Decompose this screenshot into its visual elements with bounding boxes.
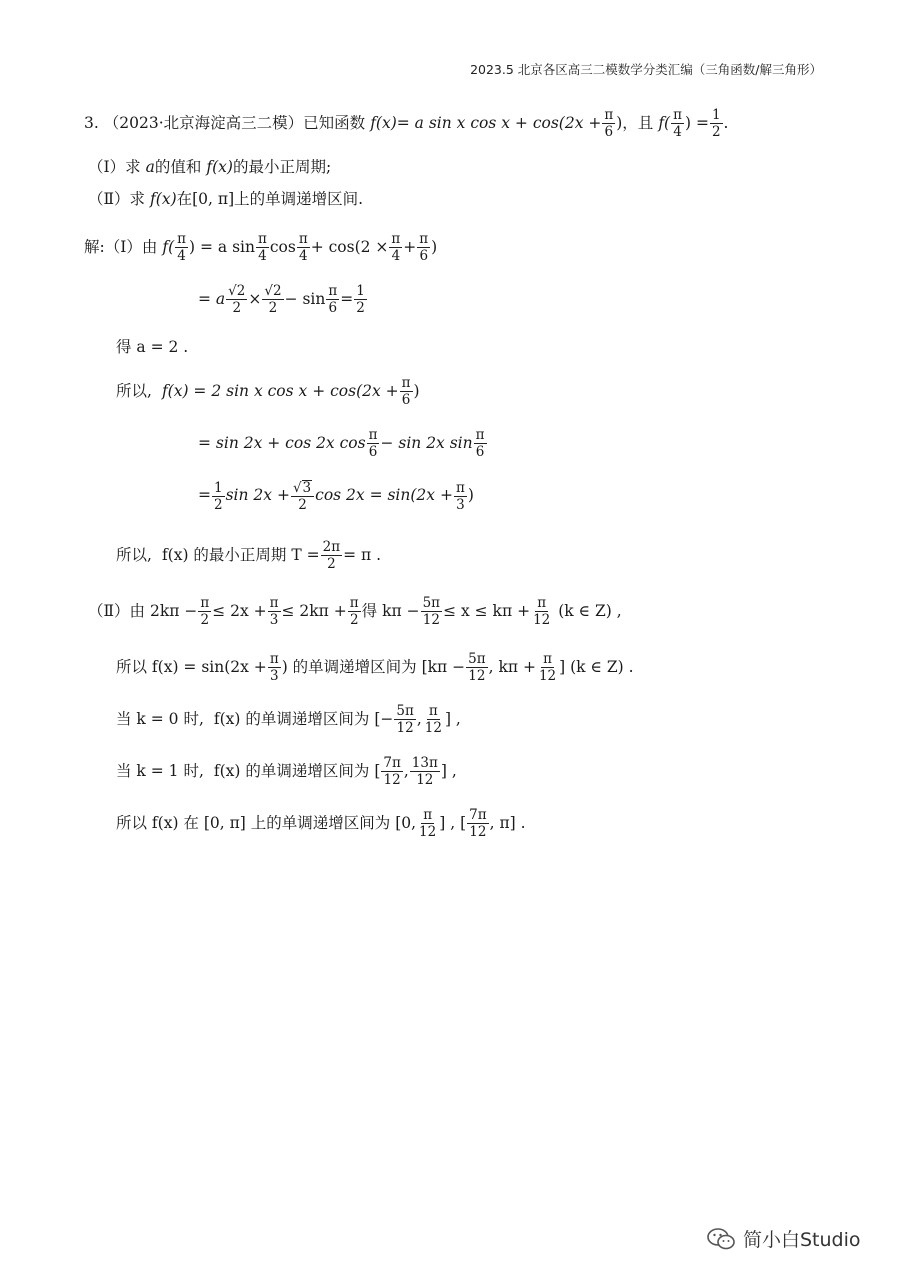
text-segment: ) xyxy=(467,486,474,505)
numerator: π xyxy=(200,595,210,611)
solution-line-8 xyxy=(88,596,622,627)
fraction xyxy=(348,596,361,627)
numerator: 7π xyxy=(469,807,487,823)
numerator: π xyxy=(368,427,378,443)
fraction xyxy=(198,596,211,627)
fraction xyxy=(226,284,247,315)
text-segment: , kπ + xyxy=(488,657,536,676)
solution-line-7 xyxy=(116,540,381,571)
numerator: π xyxy=(673,107,682,123)
fraction xyxy=(381,756,402,787)
denominator: 12 xyxy=(469,824,487,841)
numerator xyxy=(291,480,314,497)
fraction xyxy=(297,232,310,263)
text-segment: 得 a = 2 . xyxy=(116,338,189,356)
solution-line-4 xyxy=(116,376,420,407)
denominator: 3 xyxy=(456,496,465,513)
text-segment: ] (k ∈ Z) . xyxy=(559,657,634,676)
sqrt-sign: √ xyxy=(292,480,302,496)
solution-line-10 xyxy=(116,704,461,735)
fraction xyxy=(262,284,283,315)
text-segment: + xyxy=(403,237,417,256)
text-segment: f( xyxy=(162,237,175,256)
solution-line-6 xyxy=(198,480,474,512)
denominator: 2 xyxy=(268,300,278,317)
solution-line-11 xyxy=(116,756,457,787)
denominator: 6 xyxy=(475,444,485,461)
numerator: π xyxy=(269,651,279,667)
numerator: 5π xyxy=(468,651,486,667)
text-segment: f(x) 的单调递增区间为 [− xyxy=(213,709,394,728)
denominator: 3 xyxy=(269,612,279,629)
solution-line-9 xyxy=(116,652,634,683)
fraction xyxy=(537,652,558,683)
fraction xyxy=(400,376,413,407)
text-segment: ≤ x ≤ kπ + xyxy=(443,601,531,620)
text-segment: , π] . xyxy=(489,813,526,832)
text-segment: 的值和 xyxy=(154,158,202,176)
fraction xyxy=(417,232,430,263)
denominator: 2 xyxy=(711,124,721,141)
text-segment: , xyxy=(416,709,422,728)
denominator: 2 xyxy=(232,300,242,317)
numerator: π xyxy=(349,595,359,611)
denominator: 12 xyxy=(468,668,486,685)
text-segment: 且 xyxy=(637,113,654,132)
text-segment: , xyxy=(403,761,409,780)
text-segment: 当 k = 0 时, xyxy=(116,709,204,728)
text-segment: ) = xyxy=(684,113,709,132)
numerator: π xyxy=(269,595,279,611)
denominator: 12 xyxy=(424,720,442,737)
function-name: f(x) xyxy=(370,113,397,132)
text-segment: cos xyxy=(269,237,296,256)
function-def: = a sin x cos x + cos(2x + xyxy=(396,113,602,132)
text-segment: 所以, xyxy=(116,381,152,400)
fraction xyxy=(256,232,269,263)
numerator: π xyxy=(401,375,411,391)
denominator: 6 xyxy=(401,392,411,409)
fraction xyxy=(212,481,225,512)
watermark-text: 简小白Studio xyxy=(743,1229,861,1251)
text-segment: f(x) 的最小正周期 T = xyxy=(161,545,320,564)
numerator: π xyxy=(423,807,433,823)
numerator: 2π xyxy=(322,539,341,555)
question-part-2 xyxy=(88,192,363,208)
text-segment: 的最小正周期; xyxy=(232,158,332,176)
text-segment: 所以 f(x) = sin(2x + xyxy=(116,657,267,676)
numerator: π xyxy=(543,651,552,667)
numerator: 7π xyxy=(383,755,401,771)
numerator: π xyxy=(391,231,401,247)
page-header: 2023.5 北京各区高三二模数学分类汇编（三角函数/解三角形） xyxy=(470,62,822,77)
text-segment: − sin xyxy=(284,289,326,308)
text-segment: ) 的单调递增区间为 [kπ − xyxy=(281,657,466,676)
numerator: 1 xyxy=(214,479,223,496)
denominator: 3 xyxy=(269,668,279,685)
text-segment: = xyxy=(340,289,354,308)
denominator: 4 xyxy=(673,124,682,141)
numerator: π xyxy=(475,427,485,443)
denominator: 4 xyxy=(177,248,186,265)
fraction xyxy=(175,232,188,263)
denominator: 12 xyxy=(383,772,401,789)
fraction xyxy=(710,108,723,139)
fraction xyxy=(394,704,415,735)
denominator: 2 xyxy=(214,496,223,513)
fraction xyxy=(421,596,442,627)
numerator: π xyxy=(537,595,547,611)
numerator: √2 xyxy=(264,283,282,299)
numerator: 5π xyxy=(422,595,441,611)
text-segment: × xyxy=(248,289,262,308)
numerator: π xyxy=(177,231,187,247)
text-segment: ) = a sin xyxy=(189,237,255,256)
part-label: （Ⅱ）求 xyxy=(88,190,146,208)
fraction xyxy=(467,808,488,839)
denominator: 6 xyxy=(419,248,429,265)
solution-line-5 xyxy=(198,428,488,459)
text-segment: sin 2x + xyxy=(225,486,290,505)
denominator: 12 xyxy=(533,612,551,629)
fraction xyxy=(268,596,281,627)
text-segment: 得 kπ − xyxy=(361,601,420,620)
fraction xyxy=(466,652,487,683)
numerator: π xyxy=(328,283,338,299)
fraction xyxy=(367,428,380,459)
part-label: （Ⅰ）求 xyxy=(88,158,141,176)
denominator: 12 xyxy=(419,824,437,841)
radicand: 3 xyxy=(302,480,312,496)
fraction xyxy=(410,756,440,787)
problem-source: （2023·北京海淀高三二模） xyxy=(103,113,304,132)
denominator: 4 xyxy=(391,248,401,265)
text-segment: 当 k = 1 时, xyxy=(116,761,204,780)
denominator: 2 xyxy=(327,556,336,573)
text-segment: ) xyxy=(431,237,438,256)
denominator: 12 xyxy=(416,772,434,789)
numerator: π xyxy=(604,107,614,123)
text-segment: ) xyxy=(413,381,420,400)
fraction xyxy=(602,108,615,139)
numerator xyxy=(226,284,247,300)
numerator: π xyxy=(257,231,267,247)
text-segment: = a xyxy=(198,289,226,308)
solution-line-2 xyxy=(198,284,368,315)
text-segment: ] , xyxy=(440,761,457,780)
problem-number: 3. xyxy=(84,113,99,132)
denominator: 12 xyxy=(538,668,557,685)
text-segment: f( xyxy=(658,113,671,132)
numerator: π xyxy=(455,479,465,496)
fraction xyxy=(291,480,314,512)
solution-line-1 xyxy=(84,232,437,263)
fraction xyxy=(354,284,367,315)
text-segment: f(x) xyxy=(206,158,233,176)
text-segment: (k ∈ Z) , xyxy=(558,601,622,620)
denominator: 6 xyxy=(328,300,338,317)
text-segment: 所以 f(x) 在 [0, π] 上的单调递增区间为 [0, xyxy=(116,813,417,832)
sqrt xyxy=(228,284,245,298)
denominator: 6 xyxy=(604,124,614,141)
denominator: 2 xyxy=(298,497,307,514)
denominator: 12 xyxy=(422,612,440,629)
numerator: π xyxy=(428,703,438,719)
numerator: 1 xyxy=(711,107,721,123)
text-segment: + cos(2 × xyxy=(310,237,389,256)
question-part-1 xyxy=(88,160,331,176)
text-segment: = sin 2x + cos 2x cos xyxy=(198,433,366,452)
fraction xyxy=(531,596,552,627)
problem-statement xyxy=(84,108,728,139)
denominator: 2 xyxy=(356,300,365,317)
text-segment: − sin 2x sin xyxy=(380,433,473,452)
text-segment: . xyxy=(723,113,729,132)
fraction xyxy=(326,284,339,315)
denominator: 2 xyxy=(200,612,210,629)
solution-line-3 xyxy=(116,340,188,356)
numerator: 5π xyxy=(396,703,414,719)
fraction xyxy=(423,704,444,735)
text-segment: ≤ 2x + xyxy=(212,601,267,620)
denominator: 2 xyxy=(349,612,359,629)
denominator: 6 xyxy=(368,444,378,461)
text-segment: = π . xyxy=(343,545,382,564)
text-segment: )， xyxy=(616,113,638,132)
sqrt-value: √2 xyxy=(228,283,246,299)
problem-lead: 已知函数 xyxy=(303,113,366,132)
fraction xyxy=(321,540,342,571)
text-segment: f(x) = 2 sin x cos x + cos(2x + xyxy=(161,381,399,400)
text-segment: cos 2x = sin(2x + xyxy=(315,486,453,505)
fraction xyxy=(389,232,402,263)
watermark xyxy=(706,1225,861,1252)
fraction xyxy=(417,808,438,839)
numerator: π xyxy=(298,231,308,247)
text-segment: ] , [ xyxy=(439,813,467,832)
numerator: 13π xyxy=(411,755,438,771)
text-segment: a xyxy=(145,158,155,176)
solution-label: 解:（Ⅰ）由 xyxy=(84,237,158,256)
numerator: 1 xyxy=(356,283,365,299)
denominator: 4 xyxy=(258,248,267,265)
fraction xyxy=(268,652,281,683)
denominator: 4 xyxy=(298,248,308,265)
text-segment: = xyxy=(198,486,211,505)
fraction xyxy=(671,108,684,139)
text-segment: ≤ 2kπ + xyxy=(281,601,347,620)
solution-line-12 xyxy=(116,808,526,839)
text-segment: f(x) xyxy=(150,190,177,208)
fraction xyxy=(454,481,467,512)
text-segment: f(x) 的单调递增区间为 [ xyxy=(213,761,381,780)
denominator: 12 xyxy=(396,720,414,737)
text-segment: ] , xyxy=(444,709,461,728)
numerator: π xyxy=(419,231,429,247)
fraction xyxy=(474,428,487,459)
text-segment: 所以, xyxy=(116,545,152,564)
text-segment: （Ⅱ）由 2kπ − xyxy=(88,601,198,620)
wechat-icon xyxy=(706,1226,736,1252)
text-segment: 在[0, π]上的单调递增区间. xyxy=(176,190,364,208)
